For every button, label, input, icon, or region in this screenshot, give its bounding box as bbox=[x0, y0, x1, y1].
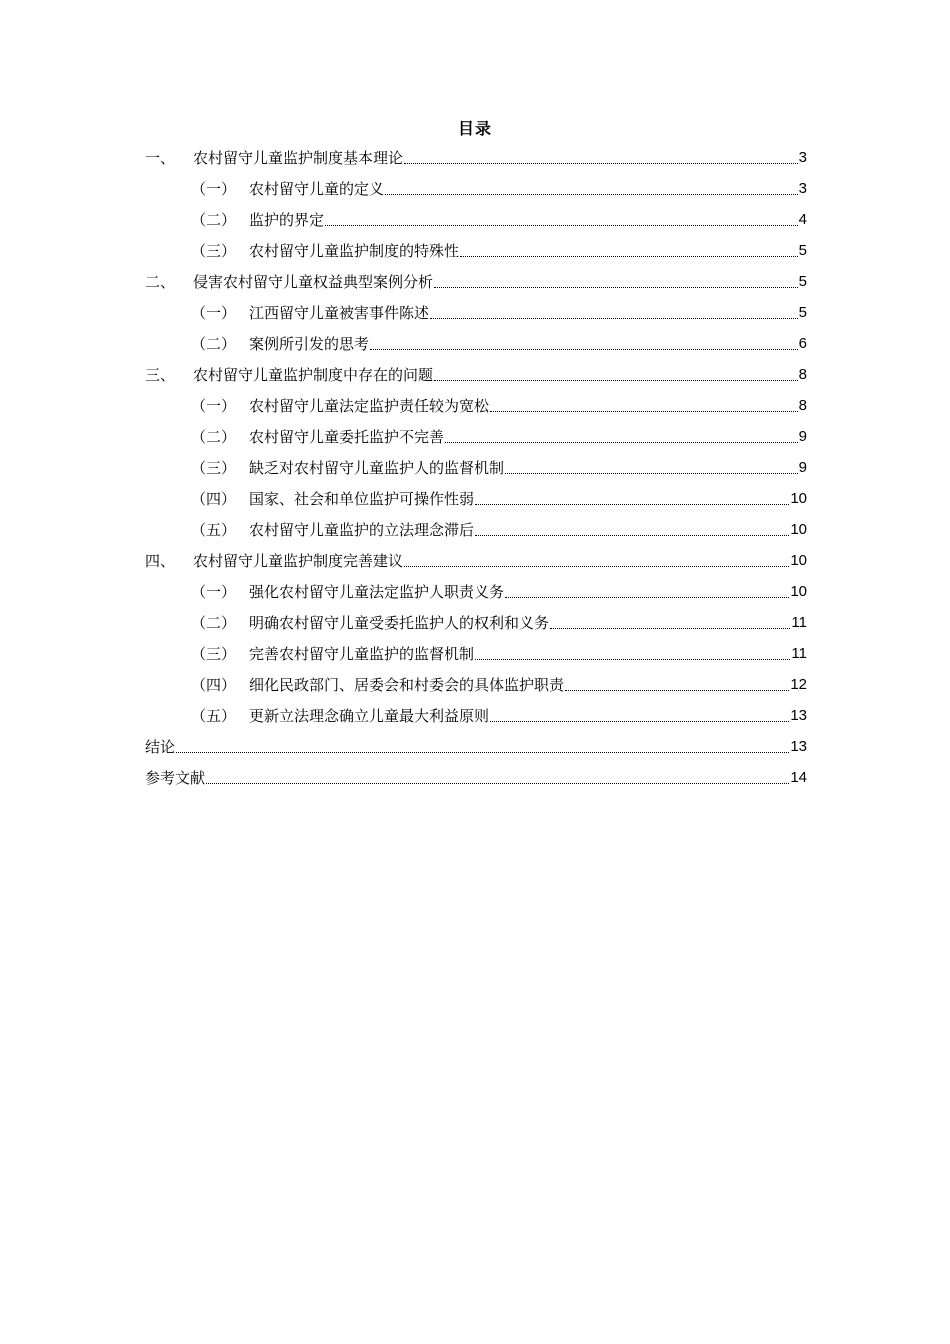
toc-entry[interactable] bbox=[145, 419, 807, 450]
toc-entry-title: 强化农村留守儿童法定监护人职责义务 bbox=[249, 583, 505, 601]
toc-entry-number: （三） bbox=[191, 242, 237, 260]
toc-entry-page-number: 9 bbox=[798, 459, 807, 476]
toc-entry-title: 国家、社会和单位监护可操作性弱 bbox=[249, 490, 475, 508]
toc-entry-title: 农村留守儿童监护制度基本理论 bbox=[193, 149, 404, 167]
toc-entry[interactable] bbox=[145, 574, 807, 605]
toc-dot-leader bbox=[490, 411, 798, 412]
toc-entry-page-number: 3 bbox=[798, 180, 807, 197]
toc-entry-title: 农村留守儿童的定义 bbox=[249, 180, 385, 198]
toc-dot-leader bbox=[434, 287, 798, 288]
toc-entry[interactable] bbox=[145, 760, 807, 791]
toc-dot-leader bbox=[206, 783, 789, 784]
toc-entry-number: （四） bbox=[191, 490, 237, 508]
toc-dot-leader bbox=[475, 659, 790, 660]
toc-entry-title: 农村留守儿童委托监护不完善 bbox=[249, 428, 445, 446]
toc-entry[interactable] bbox=[145, 264, 807, 295]
toc-dot-leader bbox=[475, 535, 789, 536]
toc-entry-page-number: 10 bbox=[790, 552, 807, 569]
toc-entry-page-number: 11 bbox=[791, 645, 807, 662]
toc-entry-page-number: 5 bbox=[798, 304, 807, 321]
toc-entry-number: 四、 bbox=[145, 552, 176, 570]
toc-entry-number: （五） bbox=[191, 707, 237, 725]
toc-entry[interactable] bbox=[145, 512, 807, 543]
toc-dot-leader bbox=[370, 349, 798, 350]
toc-entry[interactable] bbox=[145, 233, 807, 264]
toc-entry-title: 农村留守儿童监护制度完善建议 bbox=[193, 552, 404, 570]
toc-entry-number: （二） bbox=[191, 614, 237, 632]
toc-entry[interactable] bbox=[145, 698, 807, 729]
toc-entry-number: （一） bbox=[191, 397, 237, 415]
toc-dot-leader bbox=[385, 194, 798, 195]
table-of-contents bbox=[145, 140, 807, 791]
toc-title: 目录 bbox=[457, 119, 492, 138]
toc-entry-title: 农村留守儿童监护制度中存在的问题 bbox=[193, 366, 434, 384]
toc-entry[interactable] bbox=[145, 543, 807, 574]
toc-entry-page-number: 6 bbox=[798, 335, 807, 352]
toc-entry-number: （五） bbox=[191, 521, 237, 539]
toc-entry-number: （一） bbox=[191, 304, 237, 322]
toc-entry-page-number: 5 bbox=[798, 273, 807, 290]
toc-entry-number: （三） bbox=[191, 459, 237, 477]
toc-dot-leader bbox=[565, 690, 789, 691]
toc-entry-number: （二） bbox=[191, 335, 237, 353]
toc-entry-page-number: 3 bbox=[798, 149, 807, 166]
toc-entry-number: 三、 bbox=[145, 366, 176, 384]
toc-entry-title: 完善农村留守儿童监护的监督机制 bbox=[249, 645, 475, 663]
toc-entry-title: 更新立法理念确立儿童最大利益原则 bbox=[249, 707, 490, 725]
toc-entry[interactable] bbox=[145, 171, 807, 202]
toc-entry[interactable] bbox=[145, 667, 807, 698]
toc-entry-number: （三） bbox=[191, 645, 237, 663]
toc-entry-page-number: 8 bbox=[798, 397, 807, 414]
toc-entry-page-number: 9 bbox=[798, 428, 807, 445]
toc-dot-leader bbox=[325, 225, 798, 226]
toc-entry[interactable] bbox=[145, 605, 807, 636]
toc-entry[interactable] bbox=[145, 140, 807, 171]
toc-dot-leader bbox=[505, 597, 789, 598]
toc-dot-leader bbox=[404, 566, 789, 567]
toc-entry-title: 结论 bbox=[145, 738, 176, 756]
toc-entry-number: （二） bbox=[191, 428, 237, 446]
toc-dot-leader bbox=[430, 318, 798, 319]
toc-entry-page-number: 8 bbox=[798, 366, 807, 383]
toc-entry-number: （一） bbox=[191, 180, 237, 198]
toc-entry-page-number: 10 bbox=[790, 583, 807, 600]
toc-entry[interactable] bbox=[145, 202, 807, 233]
toc-dot-leader bbox=[550, 628, 790, 629]
toc-entry-page-number: 4 bbox=[798, 211, 807, 228]
toc-entry-number: （四） bbox=[191, 676, 237, 694]
toc-entry-number: 二、 bbox=[145, 273, 176, 291]
toc-entry[interactable] bbox=[145, 729, 807, 760]
toc-entry-number: （二） bbox=[191, 211, 237, 229]
toc-entry-title: 监护的界定 bbox=[249, 211, 325, 229]
toc-dot-leader bbox=[490, 721, 789, 722]
toc-dot-leader bbox=[176, 752, 789, 753]
toc-entry-title: 细化民政部门、居委会和村委会的具体监护职责 bbox=[249, 676, 565, 694]
toc-entry-number: （一） bbox=[191, 583, 237, 601]
toc-entry[interactable] bbox=[145, 450, 807, 481]
toc-entry-title: 农村留守儿童监护的立法理念滞后 bbox=[249, 521, 475, 539]
toc-entry-page-number: 10 bbox=[790, 490, 807, 507]
toc-entry-page-number: 10 bbox=[790, 521, 807, 538]
toc-dot-leader bbox=[445, 442, 798, 443]
toc-entry-title: 农村留守儿童法定监护责任较为宽松 bbox=[249, 397, 490, 415]
toc-entry-title: 江西留守儿童被害事件陈述 bbox=[249, 304, 430, 322]
toc-entry[interactable] bbox=[145, 326, 807, 357]
toc-entry-title: 侵害农村留守儿童权益典型案例分析 bbox=[193, 273, 434, 291]
toc-entry-page-number: 11 bbox=[791, 614, 807, 631]
toc-entry-page-number: 12 bbox=[790, 676, 807, 693]
toc-entry[interactable] bbox=[145, 295, 807, 326]
toc-entry-page-number: 5 bbox=[798, 242, 807, 259]
toc-entry-title: 农村留守儿童监护制度的特殊性 bbox=[249, 242, 460, 260]
toc-dot-leader bbox=[475, 504, 789, 505]
toc-entry-title: 明确农村留守儿童受委托监护人的权利和义务 bbox=[249, 614, 550, 632]
toc-entry-title: 缺乏对农村留守儿童监护人的监督机制 bbox=[249, 459, 505, 477]
toc-entry[interactable] bbox=[145, 388, 807, 419]
toc-entry-page-number: 13 bbox=[790, 738, 807, 755]
toc-entry-number: 一、 bbox=[145, 149, 176, 167]
toc-entry[interactable] bbox=[145, 636, 807, 667]
toc-entry[interactable] bbox=[145, 357, 807, 388]
toc-dot-leader bbox=[404, 163, 798, 164]
toc-dot-leader bbox=[505, 473, 798, 474]
toc-entry-title: 参考文献 bbox=[145, 769, 206, 787]
toc-entry-page-number: 13 bbox=[790, 707, 807, 724]
toc-dot-leader bbox=[460, 256, 798, 257]
toc-entry-page-number: 14 bbox=[790, 769, 807, 786]
toc-entry-title: 案例所引发的思考 bbox=[249, 335, 370, 353]
toc-dot-leader bbox=[434, 380, 798, 381]
toc-entry[interactable] bbox=[145, 481, 807, 512]
